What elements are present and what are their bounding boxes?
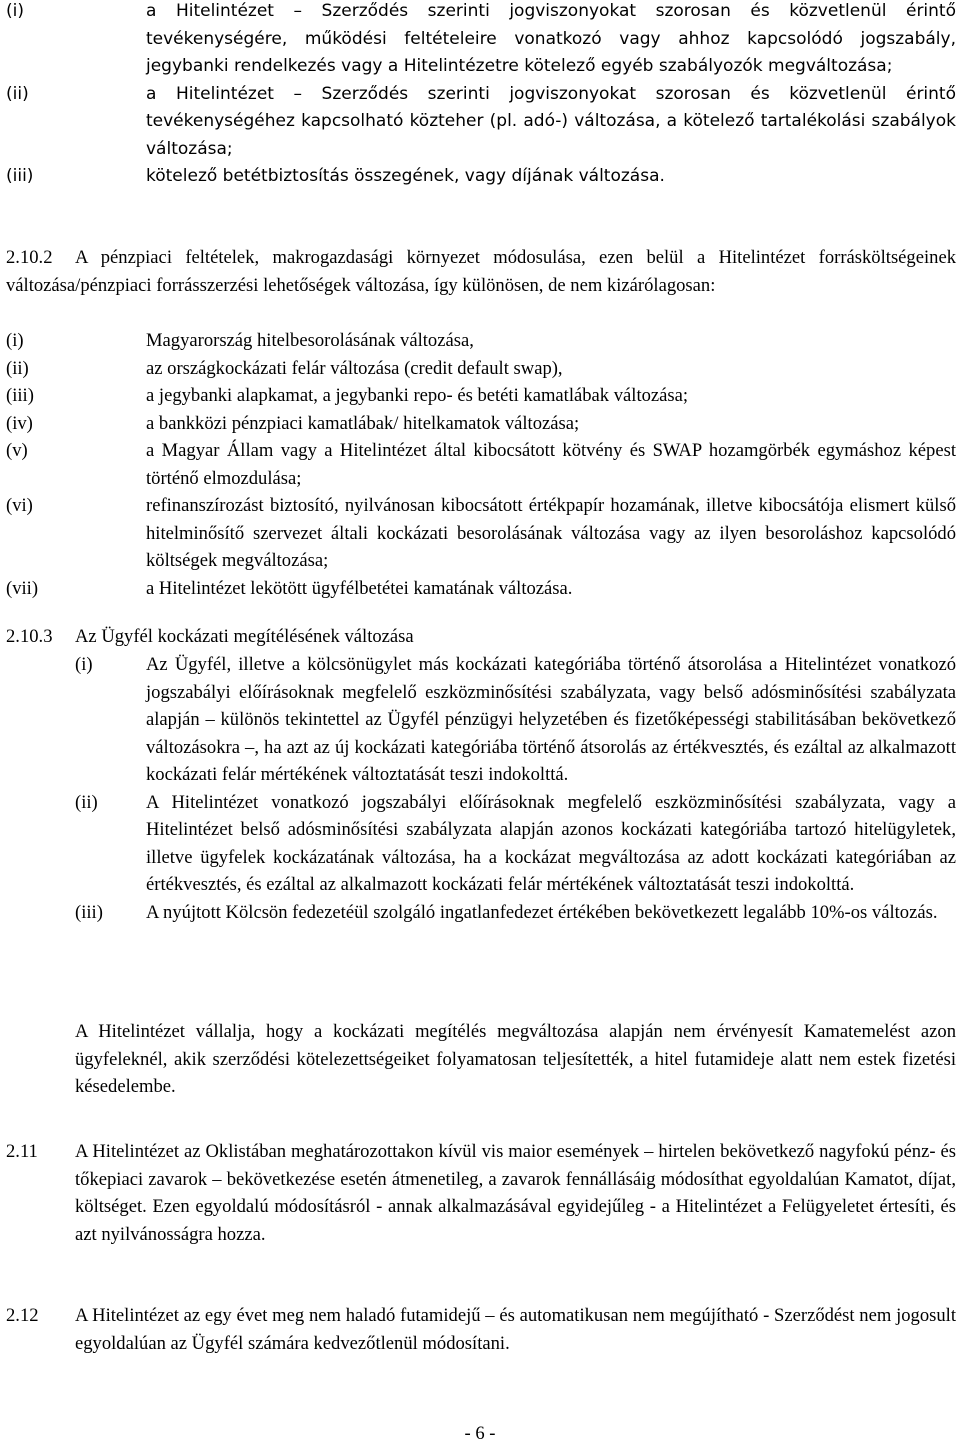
item-label: (i) — [6, 330, 24, 351]
list-item — [0, 789, 960, 899]
item-label: (ii) — [6, 357, 29, 379]
page-number: - 6 - — [464, 1423, 496, 1444]
list-item — [0, 0, 960, 81]
item-label: (ii) — [75, 791, 98, 813]
section-text: A Hitelintézet az egy évet meg nem haladó futamidejű – és automatikusan nem megújítható - Szerződést nem jogosult egyoldalúan az Ügyfél számára kedvezőtlenül módosítani. — [75, 1305, 956, 1354]
item-label: (vi) — [6, 495, 33, 516]
section-number: 2.11 — [6, 1141, 38, 1162]
section-number: 2.10.3 — [6, 626, 53, 647]
item-label: (iii) — [6, 166, 34, 186]
item-text: a bankközi pénzpiaci kamatlábak/ hitelkamatok változása; — [146, 412, 580, 434]
item-text: a Magyar Állam vagy a Hitelintézet által kibocsátott kötvény és SWAP hozamgörbék egymáshoz képest történő elmozdulása; — [146, 440, 956, 489]
section-2-12 — [0, 1302, 960, 1357]
item-text: Az Ügyfél, illetve a kölcsönügylet más kockázati kategóriába történő átsorolása a Hitelintézet vonatkozó jogszabályi előírásoknak megfelelő eszközminősítési szabályzata, vagy belső adósminősítési szabályzata alapján – különös tekintettel az Ügyfél pénzügyi helyzetében és fizetőképességi stabilitásában bekövetkező változásokra –, ha azt az új kockázati kategóriába történő átsorolás az értékvesztés, és ezáltal az alkalmazott kockázati felár mértékének változtatását teszi indokolttá. — [146, 654, 956, 785]
section-2-11 — [0, 1138, 960, 1248]
item-label: (i) — [75, 654, 93, 675]
item-text: kötelező betétbiztosítás összegének, vagy díjának változása. — [146, 166, 665, 186]
list-item — [0, 81, 960, 164]
top-list — [0, 0, 960, 191]
list-item — [0, 327, 960, 355]
section-intro: A pénzpiaci feltételek, makrogazdasági környezet módosulása, ezen belül a Hitelintézet forrásköltségeinek változása/pénzpiaci forrásszerzési lehetőségek változása, így különösen, de nem kizárólagosan: — [6, 247, 956, 296]
section-title: Az Ügyfél kockázati megítélésének változása — [75, 626, 414, 647]
item-text: a Hitelintézet – Szerződés szerinti jogviszonyokat szorosan és közvetlenül érintő tevékenységére, működési feltételeire vonatkozó vagy ahhoz kapcsolódó jogszabály, jegybanki rendelkezés vagy a Hitelintézetre kötelező egyéb szabályozók megváltozása; — [146, 1, 956, 76]
item-text: A Hitelintézet vonatkozó jogszabályi előírásoknak megfelelő eszközminősítési szabályzata, vagy a Hitelintézet belső adósminősítési szabályzata alapján azonos kockázati kategóriába tartozó hitelügyletek, illetve ügyfelek kockázatának változása, ha a kockázat megváltozása az adott kockázati kategóriában az értékvesztés, és ezáltal az alkalmazott kockázati felár mértékének változtatását teszi indokolttá. — [146, 791, 956, 895]
section-2-10-3 — [0, 623, 960, 651]
closing-paragraph: A Hitelintézet vállalja, hogy a kockázati megítélés megváltozása alapján nem érvényesít Kamatemelést azon ügyfeleknél, akik szerződési kötelezettségeiket folyamatosan teljesítették, a hitel futamideje alatt nem estek fizetési késedelembe. — [75, 1021, 956, 1097]
item-label: (v) — [6, 440, 28, 461]
list-item — [0, 355, 960, 383]
item-label: (iii) — [75, 901, 103, 923]
list-item — [0, 899, 960, 927]
item-label: (iv) — [6, 412, 33, 434]
list-item — [0, 575, 960, 603]
list-item — [0, 437, 960, 492]
list-item — [0, 651, 960, 789]
section-number: 2.12 — [6, 1305, 39, 1326]
section-text: A Hitelintézet az Oklistában meghatározottakon kívül vis maior események – hirtelen bekövetkező nagyfokú pénz- és tőkepiaci zavarok – bekövetkezése esetén átmenetileg, a zavarok fennállásáig módosíthat egyoldalúan Kamatot, díjat, költséget. Ezen egyoldalú módosításról - annak alkalmazásával egyidejűleg - a Hitelintézet a Felügyeletet értesíti, és azt nyilvánosságra hozza. — [75, 1141, 956, 1245]
item-text: A nyújtott Kölcsön fedezetéül szolgáló ingatlanfedezet értékében bekövetkezett legalább 10%-os változás. — [146, 901, 938, 923]
item-label: (ii) — [6, 83, 29, 104]
list-item — [0, 163, 960, 191]
section-2-10-2-list — [0, 327, 960, 602]
section-2-10-3-list — [0, 651, 960, 926]
item-label: (vii) — [6, 577, 39, 599]
item-text: refinanszírozást biztosító, nyilvánosan kibocsátott értékpapír hozamának, illetve kibocsátója elismert külső hitelminősítő szervezet általi kockázati besorolásának változása vagy az ilyen besoroláshoz kapcsolódó költségek megváltozása; — [146, 495, 956, 571]
item-text: az országkockázati felár változása (credit default swap), — [146, 357, 563, 379]
section-2-10-3-closing — [0, 1018, 960, 1101]
item-label: (iii) — [6, 385, 34, 406]
list-item — [0, 382, 960, 410]
item-text: a Hitelintézet – Szerződés szerinti jogviszonyokat szorosan és közvetlenül érintő tevékenységéhez kapcsolható közteher (pl. adó-) változása, a kötelező tartalékolási szabályok változása; — [146, 83, 956, 159]
item-text: Magyarország hitelbesorolásának változása, — [146, 330, 474, 351]
list-item — [0, 410, 960, 438]
item-text: a jegybanki alapkamat, a jegybanki repo- és betéti kamatlábak változása; — [146, 385, 689, 406]
section-2-10-2 — [0, 244, 960, 299]
item-label: (i) — [6, 1, 24, 21]
section-number: 2.10.2 — [6, 247, 53, 268]
list-item — [0, 492, 960, 575]
item-text: a Hitelintézet lekötött ügyfélbetétei kamatának változása. — [146, 577, 573, 599]
